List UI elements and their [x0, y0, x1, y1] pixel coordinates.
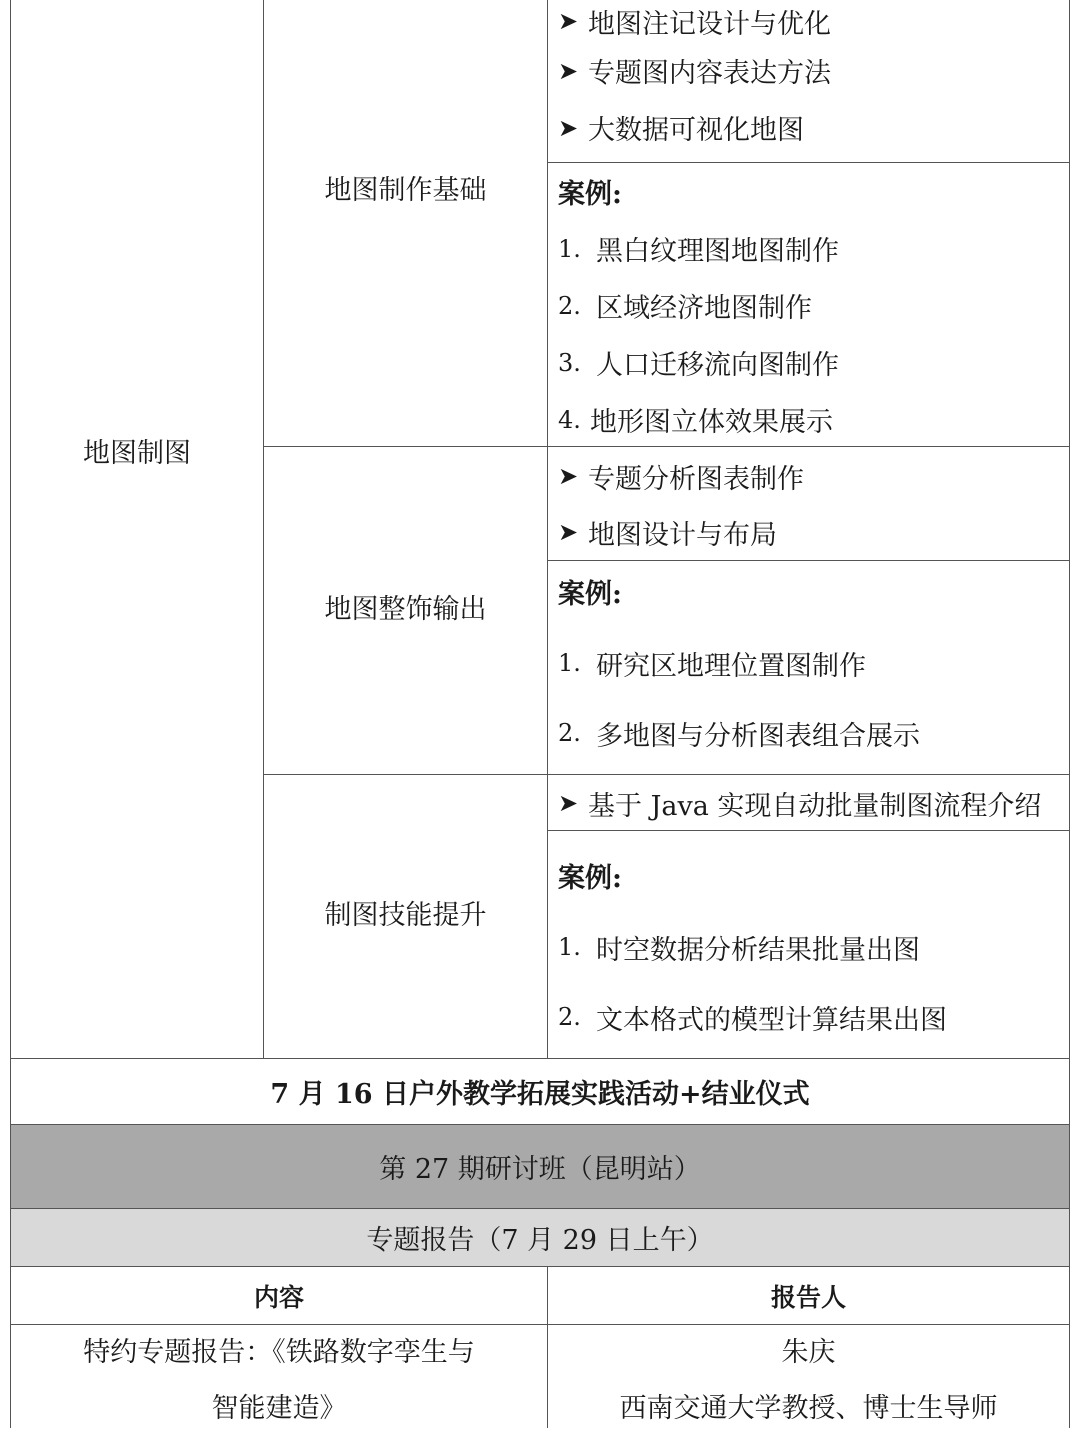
topic-list — [558, 0, 831, 156]
report-content-line: 特约专题报告：《铁路数字孪生与 — [83, 1337, 475, 1368]
case-text: 区域经济地图制作 — [596, 293, 812, 324]
header-text: 报告人 — [770, 1282, 846, 1312]
header-text: 内容 — [253, 1282, 304, 1312]
case-number: 2. — [558, 1003, 581, 1031]
row-divider — [547, 162, 1069, 163]
report-content-cell — [11, 1325, 547, 1428]
case-text: 时空数据分析结果批量出图 — [596, 934, 920, 966]
topic-list — [558, 448, 804, 560]
outdoor-activity-text: 7 月 16 日户外教学拓展实践活动+结业仪式 — [270, 1079, 810, 1110]
case-number: 1. — [558, 933, 581, 961]
row-divider — [547, 560, 1069, 561]
list-item — [558, 448, 804, 504]
case-label: 案例: — [558, 579, 622, 610]
case-text: 文本格式的模型计算结果出图 — [596, 1004, 947, 1036]
topic-text: 专题图内容表达方法 — [588, 58, 831, 89]
case-number: 1. — [558, 234, 581, 263]
module-title-cell — [264, 447, 547, 774]
outdoor-activity-row — [11, 1059, 1069, 1124]
col-divider-2 — [547, 0, 548, 1058]
session-title-bar — [11, 1125, 1069, 1208]
case-number: 2. — [558, 719, 581, 747]
topic-text: 专题分析图表制作 — [588, 463, 804, 495]
reporter-title: 西南交通大学教授、博士生导师 — [619, 1393, 998, 1424]
topic-text: 大数据可视化地图 — [588, 115, 804, 146]
module-title: 制图技能提升 — [324, 900, 487, 932]
module-title-cell — [264, 775, 547, 1058]
arrow-right-icon: ➤ — [558, 518, 579, 546]
list-item — [558, 698, 920, 768]
case-text: 人口迁移流向图制作 — [596, 350, 839, 381]
case-number: 4. — [558, 405, 581, 434]
list-item — [558, 982, 947, 1052]
list-item — [558, 99, 831, 156]
category-label: 地图制图 — [83, 437, 191, 469]
list-item — [558, 628, 920, 698]
case-list — [558, 912, 947, 1052]
case-label: 案例: — [558, 179, 622, 210]
arrow-right-icon: ➤ — [558, 7, 579, 35]
arrow-right-icon: ➤ — [558, 56, 579, 85]
case-text: 研究区地理位置图制作 — [596, 650, 866, 682]
row-divider — [547, 830, 1069, 831]
report-title-bar — [11, 1209, 1069, 1266]
case-label: 案例: — [558, 863, 622, 894]
case-list — [558, 220, 839, 448]
report-content-line: 智能建造》 — [211, 1393, 347, 1424]
reporter-cell — [548, 1325, 1069, 1428]
list-item — [558, 776, 1041, 830]
arrow-right-icon: ➤ — [558, 462, 579, 490]
arrow-right-icon: ➤ — [558, 113, 579, 142]
table-border-right — [1069, 0, 1070, 1428]
column-header-reporter — [548, 1267, 1069, 1324]
topic-list — [558, 776, 1041, 830]
case-number: 1. — [558, 649, 581, 677]
case-text: 地形图立体效果展示 — [590, 407, 833, 438]
list-item — [558, 42, 831, 99]
arrow-right-icon: ➤ — [558, 789, 579, 817]
case-list — [558, 628, 920, 768]
list-item — [558, 220, 839, 277]
session-title: 第 27 期研讨班（昆明站） — [379, 1154, 701, 1185]
reporter-name: 朱庆 — [781, 1337, 836, 1368]
case-number: 3. — [558, 348, 581, 377]
module-title: 地图制作基础 — [324, 174, 487, 206]
case-number: 2. — [558, 291, 581, 320]
case-text: 多地图与分析图表组合展示 — [596, 720, 920, 752]
list-item — [558, 334, 839, 391]
list-item — [558, 391, 839, 448]
category-cell — [11, 0, 263, 1058]
list-item — [558, 504, 804, 560]
list-item — [558, 277, 839, 334]
topic-text: 地图注记设计与优化 — [588, 8, 831, 40]
list-item — [558, 912, 947, 982]
module-title-cell — [264, 0, 547, 446]
list-item — [558, 0, 831, 42]
topic-text: 基于 Java 实现自动批量制图流程介绍 — [588, 790, 1042, 822]
module-title: 地图整饰输出 — [324, 594, 487, 626]
report-title: 专题报告（7 月 29 日上午） — [366, 1225, 714, 1256]
column-header-content — [11, 1267, 547, 1324]
case-text: 黑白纹理图地图制作 — [596, 236, 839, 267]
topic-text: 地图设计与布局 — [588, 519, 777, 551]
